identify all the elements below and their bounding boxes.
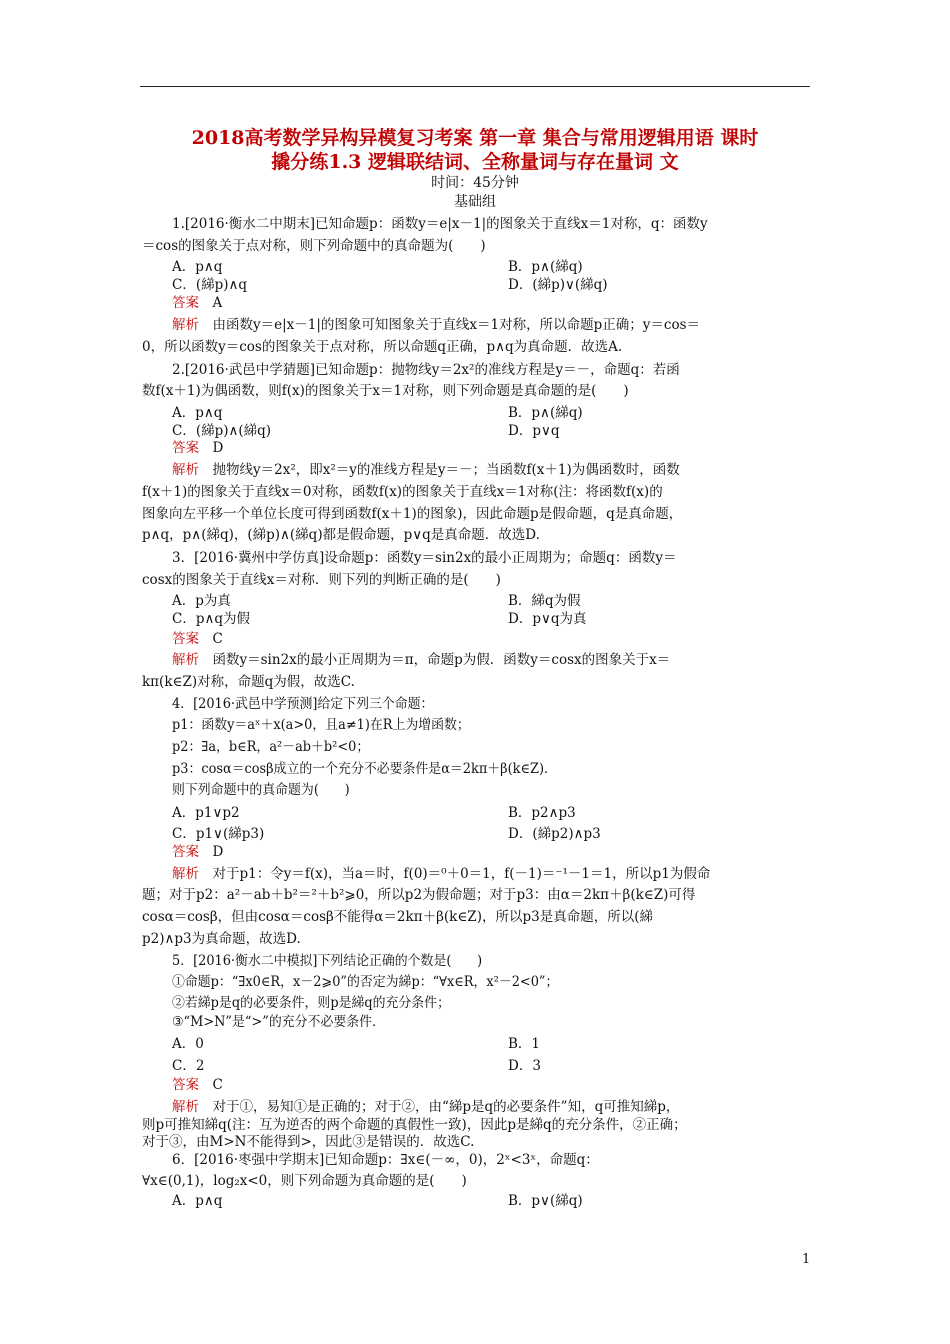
q4-stem: 4．[2016·武邑中学预测]给定下列三个命题： — [172, 696, 434, 712]
q2-stem-line1: 2.[2016·武邑中学猜题]已知命题p：抛物线y＝2x²的准线方程是y＝－，命题q：若函 — [172, 362, 680, 378]
q3-answer-value: C — [212, 631, 223, 647]
q4-option-c: C．p1∨(綈p3) — [172, 826, 265, 842]
q1-analysis-line2: 0，所以函数y＝cos的图象关于点对称，所以命题q正确，p∧q为真命题．故选A. — [142, 339, 623, 355]
analysis-label: 解析 — [172, 866, 199, 882]
q3-option-d: D．p∨q为真 — [508, 611, 587, 627]
q1-option-b: B．p∧(綈q) — [508, 259, 583, 275]
q4-option-d: D．(綈p2)∧p3 — [508, 826, 601, 842]
q1-option-d: D．(綈p)∨(綈q) — [508, 277, 608, 293]
q3-option-a: A．p为真 — [172, 593, 231, 609]
page-number: 1 — [802, 1252, 811, 1267]
q6-option-a: A．p∧q — [172, 1193, 223, 1209]
q1-answer — [172, 294, 222, 312]
q5-option-b: B．1 — [508, 1036, 541, 1052]
analysis-label: 解析 — [172, 317, 199, 333]
q4-analysis-line2: 题；对于p2：a²－ab＋b²＝²＋b²⩾0，所以p2为假命题；对于p3：由α＝2kπ＋β(k∈Z)可得 — [142, 887, 696, 903]
q4-answer — [172, 843, 223, 861]
q1-answer-value: A — [212, 295, 223, 311]
q2-answer — [172, 439, 223, 457]
q1-stem-line1: 1.[2016·衡水二中期末]已知命题p：函数y＝e|x－1|的图象关于直线x＝1对称，q：函数y — [172, 216, 708, 232]
q4-answer-value: D — [212, 844, 224, 860]
top-rule — [140, 86, 810, 87]
q4-question: 则下列命题中的真命题为( ) — [172, 782, 350, 798]
q2-answer-value: D — [212, 440, 224, 456]
q4-analysis-line1: 对于p1：令y＝f(x)，当a＝时，f(0)＝⁰＋0＝1，f(－1)＝⁻¹－1＝1，所以p1为假命 — [212, 866, 711, 882]
q5-option-c: C．2 — [172, 1058, 205, 1074]
q5-option-d: D．3 — [508, 1058, 541, 1074]
q1-option-a: A．p∧q — [172, 259, 223, 275]
q5-option-a: A．0 — [172, 1036, 204, 1052]
q4-analysis-line4: p2)∧p3为真命题，故选D. — [142, 931, 301, 947]
q2-stem-line2: 数f(x＋1)为偶函数，则f(x)的图象关于x＝1对称，则下列命题是真命题的是( ) — [142, 383, 629, 399]
q2-analysis-line1: 抛物线y＝2x²，即x²＝y的准线方程是y＝－；当函数f(x＋1)为偶函数时，函数 — [212, 462, 680, 478]
title-line-1: 2018高考数学异构异模复习考案 第一章 集合与常用逻辑用语 课时 — [191, 127, 759, 149]
q4-analysis-line3: cosα＝cosβ，但由cosα＝cosβ不能得α＝2kπ＋β(k∈Z)，所以p3是真命题，所以(綈 — [142, 909, 653, 925]
analysis-label: 解析 — [172, 652, 199, 668]
analysis-label: 解析 — [172, 462, 199, 478]
q4-proposition-p3: p3：cosα＝cosβ成立的一个充分不必要条件是α＝2kπ＋β(k∈Z)． — [172, 761, 557, 777]
q3-stem-line1: 3．[2016·冀州中学仿真]设命题p：函数y＝sin2x的最小正周期为；命题q：函数y＝ — [172, 550, 677, 566]
q4-proposition-p1: p1：函数y＝aˣ＋x(a>0，且a≠1)在R上为增函数； — [172, 717, 470, 733]
q6-option-b: B．p∨(綈q) — [508, 1193, 583, 1209]
q2-option-b: B．p∧(綈q) — [508, 405, 583, 421]
q3-analysis-line1: 函数y＝sin2x的最小正周期为＝π，命题p为假．函数y＝cosx的图象关于x＝ — [212, 652, 671, 668]
q5-answer — [172, 1076, 223, 1094]
q2-option-a: A．p∧q — [172, 405, 223, 421]
q5-statement-3: ③“M>N”是“>”的充分不必要条件． — [172, 1014, 385, 1030]
answer-label: 答案 — [172, 631, 199, 647]
q2-analysis-line4: p∧q，p∧(綈q)，(綈p)∧(綈q)都是假命题，p∨q是真命题．故选D. — [142, 527, 540, 543]
q3-stem-line2: cosx的图象关于直线x＝对称．则下列的判断正确的是( ) — [142, 572, 501, 588]
q3-option-c: C．p∧q为假 — [172, 611, 250, 627]
time-limit: 时间：45分钟 — [431, 175, 519, 191]
answer-label: 答案 — [172, 440, 199, 456]
q1-analysis — [172, 316, 700, 334]
group-heading: 基础组 — [454, 194, 496, 210]
q2-option-d: D．p∨q — [508, 423, 560, 439]
q4-analysis — [172, 865, 710, 883]
answer-label: 答案 — [172, 295, 199, 311]
q4-proposition-p2: p2：∃a，b∈R，a²－ab＋b²<0； — [172, 739, 370, 755]
answer-label: 答案 — [172, 1077, 199, 1093]
q1-option-c: C．(綈p)∧q — [172, 277, 248, 293]
answer-label: 答案 — [172, 844, 199, 860]
q2-analysis — [172, 461, 680, 479]
q2-analysis-line2: f(x＋1)的图象关于直线x＝0对称，函数f(x)的图象关于直线x＝1对称(注：将函数f(x)的 — [142, 484, 663, 500]
q5-stem: 5．[2016·衡水二中模拟]下列结论正确的个数是( ) — [172, 953, 483, 969]
title-line-2: 撬分练1.3 逻辑联结词、全称量词与存在量词 文 — [271, 151, 679, 173]
q1-analysis-line1: 由函数y＝e|x－1|的图象可知图象关于直线x＝1对称，所以命题p正确；y＝cos＝ — [212, 317, 701, 333]
q5-analysis-line3: 对于③，由M>N不能得到>，因此③是错误的．故选C. — [142, 1134, 475, 1150]
q5-statement-2: ②若綈p是q的必要条件，则p是綈q的充分条件； — [172, 995, 450, 1011]
q4-option-a: A．p1∨p2 — [172, 805, 240, 821]
q5-analysis-line2: 则p可推知綈q(注：互为逆否的两个命题的真假性一致)，因此p是綈q的充分条件，②正确； — [142, 1117, 687, 1133]
q4-option-b: B．p2∧p3 — [508, 805, 576, 821]
q5-statement-1: ①命题p：“∃x0∈R，x－2⩾0”的否定为綈p：“∀x∈R，x²－2<0”； — [172, 974, 559, 990]
q1-stem-line2: ＝cos的图象关于点对称，则下列命题中的真命题为( ) — [142, 238, 486, 254]
q2-analysis-line3: 图象向左平移一个单位长度可得到函数f(x＋1)的图象)，因此命题p是假命题，q是真命题， — [142, 506, 683, 522]
q5-answer-value: C — [212, 1077, 223, 1093]
q6-stem-line1: 6．[2016·枣强中学期末]已知命题p：∃x∈(－∞，0)，2ˣ<3ˣ，命题q： — [172, 1152, 599, 1168]
q3-option-b: B．綈q为假 — [508, 593, 581, 609]
q5-analysis-line1: 对于①，易知①是正确的；对于②，由“綈p是q的必要条件”知，q可推知綈p， — [212, 1099, 680, 1115]
q3-analysis-line2: kπ(k∈Z)对称，命题q为假，故选C. — [142, 674, 355, 690]
q2-option-c: C．(綈p)∧(綈q) — [172, 423, 272, 439]
q3-analysis — [172, 651, 670, 669]
analysis-label: 解析 — [172, 1099, 199, 1115]
q3-answer — [172, 630, 223, 648]
q5-analysis — [172, 1098, 679, 1116]
q6-stem-line2: ∀x∈(0,1)，log₂x<0，则下列命题为真命题的是( ) — [142, 1173, 467, 1189]
